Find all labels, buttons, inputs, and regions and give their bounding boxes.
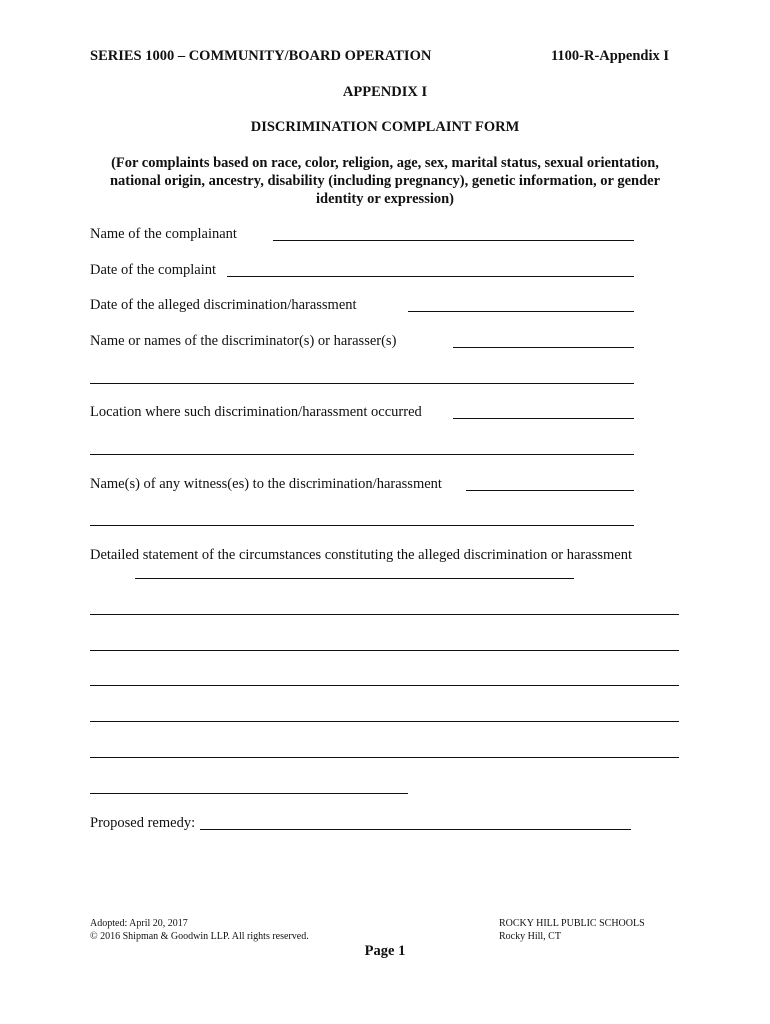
complaint-date-line[interactable] [227, 276, 634, 277]
witnesses-line-2[interactable] [90, 525, 634, 526]
statement-line-2[interactable] [90, 614, 679, 615]
complainant-name-label: Name of the complainant [90, 226, 237, 242]
district-location: Rocky Hill, CT [499, 931, 561, 942]
remedy-line[interactable] [200, 829, 631, 830]
discriminator-names-line[interactable] [453, 347, 634, 348]
footer-left [90, 917, 309, 943]
location-label: Location where such discrimination/harassment occurred [90, 404, 422, 420]
discriminator-names-label: Name or names of the discriminator(s) or harasser(s) [90, 333, 397, 349]
protected-classes-note: (For complaints based on race, color, religion, age, sex, marital status, sexual orientation, national origin, ancestry, disability (including pregnancy), genetic information, or gender identity or expression) [109, 155, 661, 207]
statement-line-7[interactable] [90, 793, 408, 794]
witnesses-line[interactable] [466, 490, 634, 491]
statement-label: Detailed statement of the circumstances constituting the alleged discrimination or harassment [90, 547, 632, 563]
complainant-name-line[interactable] [273, 240, 634, 241]
statement-line-6[interactable] [90, 757, 679, 758]
adopted-date: Adopted: April 20, 2017 [90, 918, 188, 929]
appendix-title: APPENDIX I [342, 84, 428, 100]
alleged-date-line[interactable] [408, 311, 634, 312]
district-name: ROCKY HILL PUBLIC SCHOOLS [499, 918, 645, 929]
footer-right [499, 917, 645, 943]
witnesses-label: Name(s) of any witness(es) to the discrimination/harassment [90, 476, 442, 492]
policy-code: 1100-R-Appendix I [550, 48, 669, 64]
series-header: SERIES 1000 – COMMUNITY/BOARD OPERATION [90, 48, 432, 64]
location-line[interactable] [453, 418, 634, 419]
form-title: DISCRIMINATION COMPLAINT FORM [250, 119, 520, 135]
discriminator-names-line-2[interactable] [90, 383, 634, 384]
statement-line-1[interactable] [135, 578, 574, 579]
remedy-label: Proposed remedy: [90, 815, 196, 831]
complaint-date-label: Date of the complaint [90, 262, 217, 278]
page-number: Page 1 [364, 943, 406, 959]
copyright-notice: © 2016 Shipman & Goodwin LLP. All rights reserved. [90, 931, 309, 942]
statement-line-4[interactable] [90, 685, 679, 686]
alleged-date-label: Date of the alleged discrimination/harassment [90, 297, 357, 313]
location-line-2[interactable] [90, 454, 634, 455]
statement-line-5[interactable] [90, 721, 679, 722]
statement-line-3[interactable] [90, 650, 679, 651]
